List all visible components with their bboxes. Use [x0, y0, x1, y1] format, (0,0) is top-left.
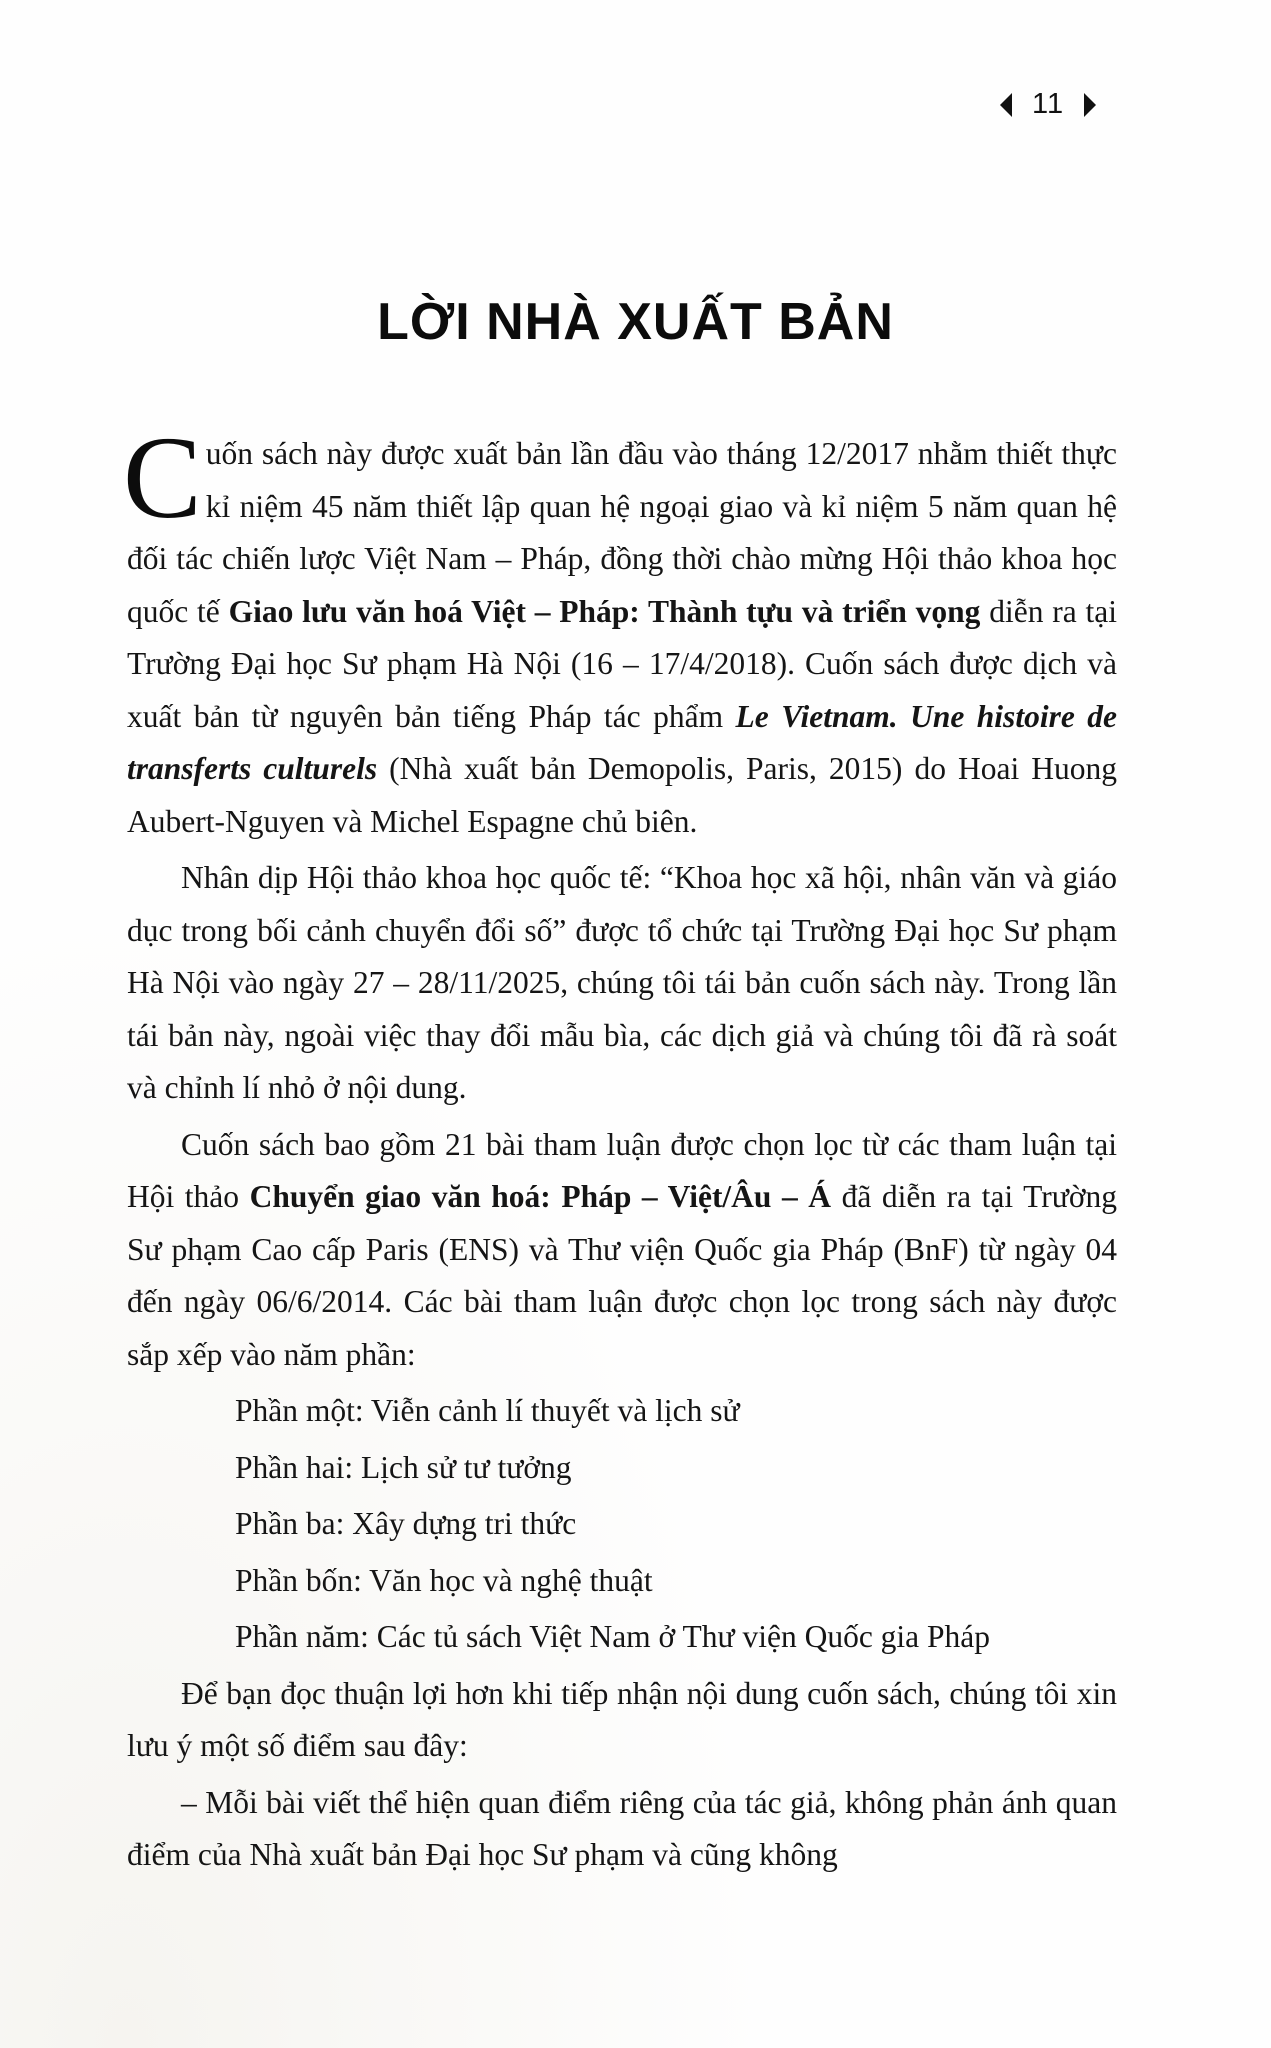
part-item: Phần năm: Các tủ sách Việt Nam ở Thư viện Quốc gia Pháp: [235, 1619, 991, 1654]
running-header: [1000, 88, 1096, 121]
page-number: 11: [1032, 88, 1065, 120]
parts-list: [127, 1385, 1117, 1664]
triangle-left-icon: [1000, 93, 1012, 117]
text-span: đã diễn ra tại Trường Sư phạm Cao cấp Paris (ENS) và Thư viện Quốc gia Pháp (BnF) từ ngày 04 đến ngày 06/6/2014. Các bài tham luận được chọn lọc trong sách này được sắp xếp vào năm phần:: [127, 1179, 1117, 1372]
body-text: [123, 412, 1117, 1886]
paragraph-notes-intro: Để bạn đọc thuận lợi hơn khi tiếp nhận nội dung cuốn sách, chúng tôi xin lưu ý một số điểm sau đây:: [127, 1675, 1117, 1763]
drop-cap: C: [123, 412, 202, 543]
text-span: uốn sách này được xuất bản lần đầu vào tháng 12/2017 nhằm thiết thực kỉ niệm 45 năm thiết lập quan hệ ngoại giao và kỉ niệm 5 năm quan hệ đối tác chiến lược Việt Nam – Pháp, đồng thời chào mừng Hội thảo khoa học quốc tế: [127, 436, 1117, 629]
paragraph-contents: [127, 1119, 1117, 1382]
paragraph-intro: [123, 412, 1117, 848]
chapter-title: LỜI NHÀ XUẤT BẢN: [377, 293, 894, 351]
bold-conference-title: Giao lưu văn hoá Việt – Pháp: Thành tựu và triển vọng: [228, 593, 981, 629]
part-item: Phần hai: Lịch sử tư tưởng: [235, 1449, 572, 1485]
italic-book-title: Le Vietnam. Une histoire de transferts culturels: [127, 698, 1117, 786]
text-span: (Nhà xuất bản Demopolis, Paris, 2015) do Hoai Huong Aubert-Nguyen và Michel Espagne chủ biên.: [127, 751, 1117, 839]
part-item: Phần ba: Xây dựng tri thức: [235, 1506, 577, 1541]
paragraph-reprint: Nhân dịp Hội thảo khoa học quốc tế: “Khoa học xã hội, nhân văn và giáo dục trong bối cảnh chuyển đổi số” được tổ chức tại Trường Đại học Sư phạm Hà Nội vào ngày 27 – 28/11/2025, chúng tôi tái bản cuốn sách này. Trong lần tái bản này, ngoài việc thay đổi mẫu bìa, các dịch giả và chúng tôi đã rà soát và chỉnh lí nhỏ ở nội dung.: [127, 860, 1117, 1105]
part-item: Phần bốn: Văn học và nghệ thuật: [235, 1562, 653, 1598]
text-span: Cuốn sách bao gồm 21 bài tham luận được chọn lọc từ các tham luận tại Hội thảo: [127, 1126, 1117, 1214]
triangle-right-icon: [1084, 93, 1096, 117]
part-item: Phần một: Viễn cảnh lí thuyết và lịch sử: [235, 1393, 740, 1428]
text-span: diễn ra tại Trường Đại học Sư phạm Hà Nội (16 – 17/4/2018). Cuốn sách được dịch và xuất bản từ nguyên bản tiếng Pháp tác phẩm: [127, 593, 1117, 734]
paragraph-note-1: – Mỗi bài viết thể hiện quan điểm riêng của tác giả, không phản ánh quan điểm của Nhà xuất bản Đại học Sư phạm và cũng không: [127, 1784, 1117, 1872]
bold-conference-title: Chuyển giao văn hoá: Pháp – Việt/Âu – Á: [249, 1179, 832, 1214]
